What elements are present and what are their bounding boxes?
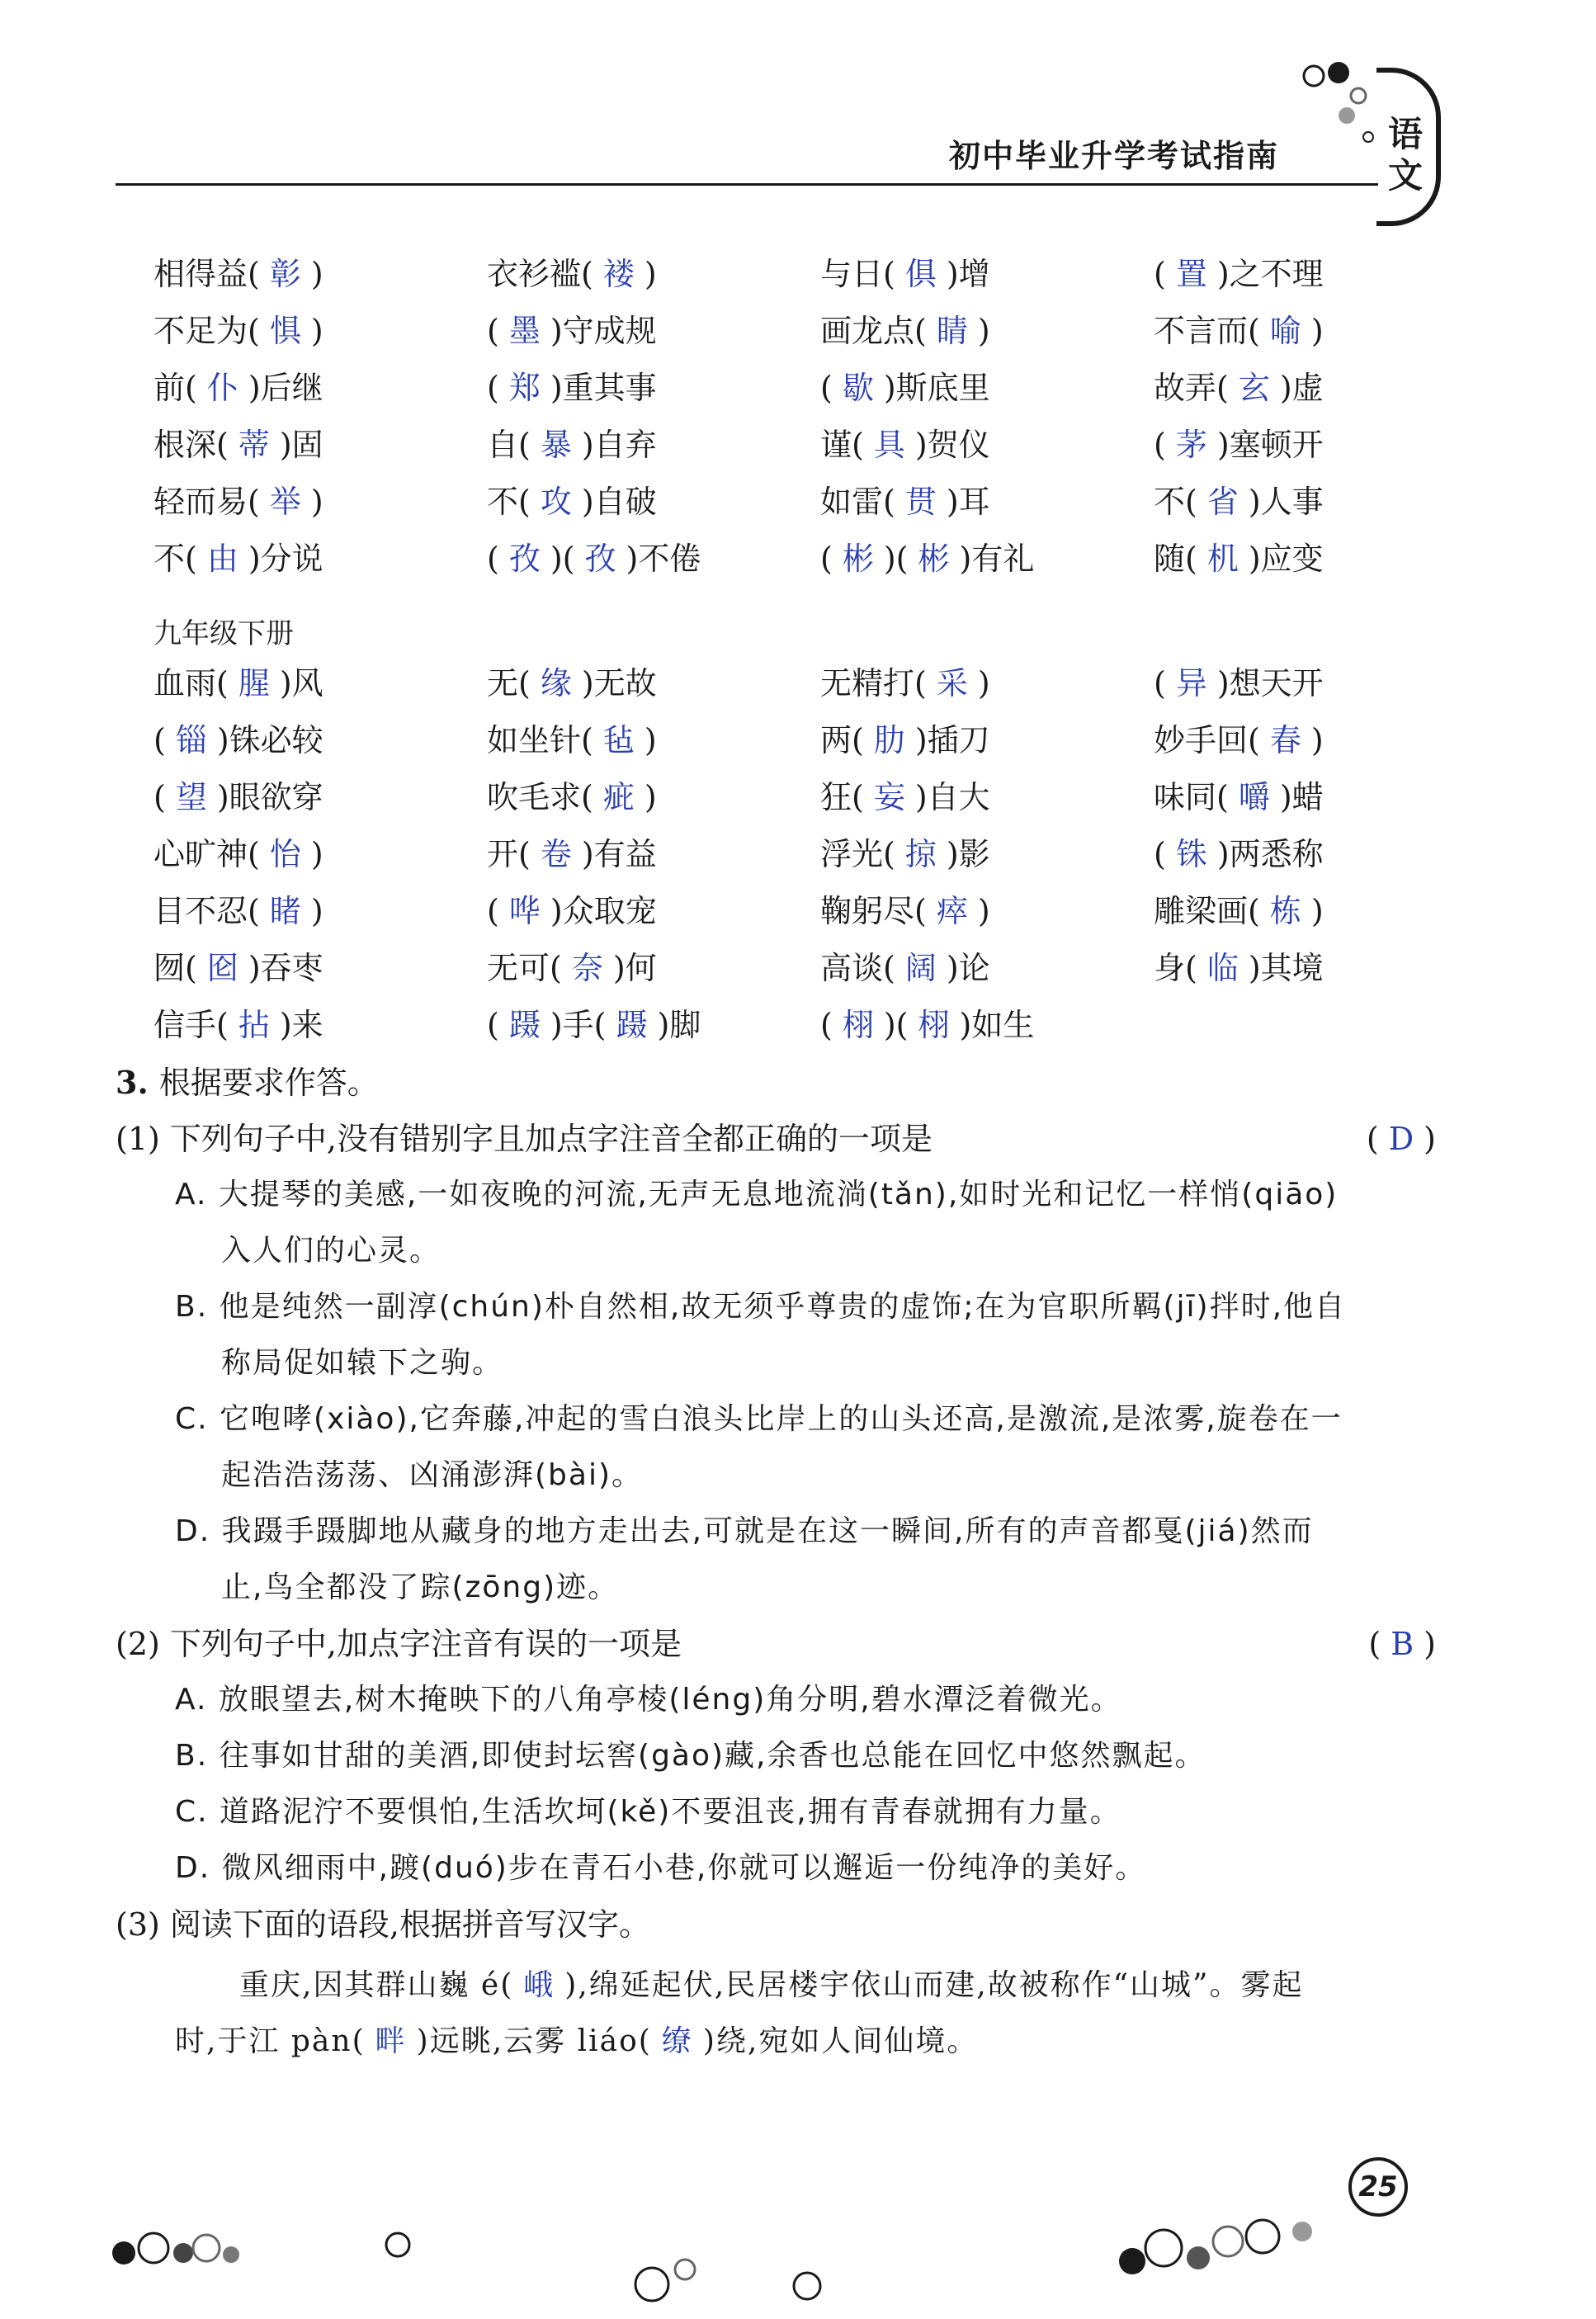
subject-char-bottom: 文 bbox=[1388, 155, 1424, 196]
idiom-text: 血雨( bbox=[153, 665, 229, 701]
idiom-text: )吞枣 bbox=[248, 950, 323, 986]
sub2-option-d: D. 微风细雨中,踱(duó)步在青石小巷,你就可以邂逅一份纯净的美好。 bbox=[175, 1851, 1147, 1885]
idiom-text: 如雷( bbox=[820, 484, 895, 520]
idiom-text: )自大 bbox=[914, 779, 990, 815]
sub1-answer: D bbox=[1388, 1121, 1414, 1157]
sub1-option-a-line2: 入人们的心灵。 bbox=[221, 1234, 441, 1268]
idiom-text: ( bbox=[820, 1007, 833, 1043]
idiom-text: 囫( bbox=[153, 950, 197, 986]
idiom-answer: 仆 bbox=[206, 370, 238, 406]
idiom-row bbox=[153, 769, 1474, 826]
sub1-prompt bbox=[116, 1111, 1436, 1167]
sub1-option-c-line2: 起浩浩荡荡、凶涌澎湃(bài)。 bbox=[221, 1458, 644, 1492]
idiom-cell bbox=[153, 246, 323, 303]
idiom-text: 不( bbox=[153, 541, 197, 577]
idiom-row bbox=[153, 712, 1474, 769]
idiom-text: ( bbox=[487, 893, 499, 929]
idiom-answer: 郑 bbox=[508, 370, 541, 406]
sub1-option-d-line1: D. 我蹑手蹑脚地从藏身的地方走出去,可就是在这一瞬间,所有的声音都戛(jiá)然而 bbox=[175, 1514, 1314, 1548]
idiom-text: ( bbox=[1154, 665, 1166, 701]
idiom-cell bbox=[487, 474, 657, 531]
idiom-row bbox=[153, 246, 1474, 303]
idiom-text: )论 bbox=[946, 950, 990, 986]
idiom-answer: 奈 bbox=[571, 950, 603, 986]
idiom-cell bbox=[1154, 826, 1324, 883]
idiom-text: )其境 bbox=[1248, 950, 1324, 986]
idiom-text: )自弃 bbox=[581, 427, 657, 463]
idiom-text: 浮光( bbox=[820, 836, 895, 872]
book-title: 初中毕业升学考试指南 bbox=[949, 137, 1280, 174]
idiom-text: ( bbox=[487, 541, 499, 577]
idiom-answer: 腥 bbox=[238, 665, 270, 701]
idiom-cell bbox=[153, 883, 323, 940]
idiom-text: ( bbox=[820, 370, 833, 406]
idiom-text: ) bbox=[977, 893, 990, 929]
sub1-option-a-line1: A. 大提琴的美感,一如夜晚的河流,无声无息地流淌(tǎn),如时光和记忆一样悄(qiāo) bbox=[175, 1178, 1339, 1211]
idiom-cell bbox=[153, 940, 323, 997]
sub2-answer-bracket: ( B ) bbox=[1368, 1626, 1436, 1662]
question-3-number: 3. bbox=[116, 1064, 149, 1101]
idiom-text: ( bbox=[1154, 427, 1166, 463]
idiom-cell bbox=[487, 246, 657, 303]
idiom-text: )( bbox=[883, 541, 909, 577]
idiom-text: ) bbox=[310, 313, 323, 349]
idiom-text: ) bbox=[1310, 893, 1324, 929]
idiom-answer: 栩 bbox=[918, 1007, 950, 1043]
question-3-text: 根据要求作答。 bbox=[158, 1065, 379, 1101]
idiom-text: )铢必较 bbox=[216, 722, 323, 758]
idiom-answer: 孜 bbox=[508, 541, 541, 577]
idiom-text: ) bbox=[1310, 313, 1324, 349]
sub3-line1-part-b: ),绵延起伏,民居楼宇依山而建,故被称作“山城”。雾起 bbox=[564, 1968, 1304, 2002]
idiom-text: 谨( bbox=[820, 427, 864, 463]
idiom-text: )蜡 bbox=[1279, 779, 1324, 815]
sub1-option-b-line2: 称局促如辕下之驹。 bbox=[221, 1346, 504, 1380]
subject-char-top: 语 bbox=[1388, 114, 1424, 154]
idiom-cell bbox=[487, 360, 657, 417]
sub3-line2-part-a: 时,于江 pàn( bbox=[175, 2024, 366, 2058]
idiom-text: ( bbox=[153, 779, 166, 815]
idiom-answer: 俱 bbox=[904, 256, 937, 292]
idiom-cell bbox=[820, 531, 1034, 588]
idiom-row bbox=[153, 826, 1474, 883]
idiom-text: )之不理 bbox=[1216, 256, 1324, 292]
idiom-text: ) bbox=[310, 484, 323, 520]
idiom-text: ) bbox=[310, 256, 323, 292]
idiom-text: 不言而( bbox=[1154, 313, 1260, 349]
idiom-cell bbox=[487, 712, 657, 769]
idiom-cell bbox=[820, 246, 990, 303]
idiom-cell bbox=[153, 360, 323, 417]
idiom-cell bbox=[487, 417, 657, 474]
idiom-text: )斯底里 bbox=[883, 370, 990, 406]
idiom-answer: 攻 bbox=[540, 484, 572, 520]
idiom-answer: 怡 bbox=[269, 836, 301, 872]
idiom-answer: 彬 bbox=[918, 541, 950, 577]
idiom-answer: 睹 bbox=[269, 893, 301, 929]
sub2-option-b: B. 往事如甘甜的美酒,即使封坛窖(gào)藏,余香也总能在回忆中悠然飘起。 bbox=[175, 1739, 1206, 1773]
sub3-passage-line1 bbox=[239, 1958, 1303, 2014]
idiom-text: 开( bbox=[487, 836, 531, 872]
idiom-cell bbox=[153, 997, 323, 1054]
idiom-text: 味同( bbox=[1154, 779, 1229, 815]
sub1-option-c-line1: C. 它咆哮(xiào),它奔藤,冲起的雪白浪头比岸上的山头还高,是激流,是浓雾,旋卷在一 bbox=[175, 1402, 1343, 1436]
idiom-answer: 毡 bbox=[602, 722, 635, 758]
idiom-row bbox=[153, 997, 1474, 1054]
sub1-option-d-line2: 止,鸟全都没了踪(zōng)迹。 bbox=[221, 1570, 620, 1604]
sub3-passage-line2 bbox=[175, 2014, 978, 2070]
idiom-answer: 蹑 bbox=[508, 1007, 541, 1043]
idiom-text: ( bbox=[487, 313, 499, 349]
idiom-text: 身( bbox=[1154, 950, 1197, 986]
idiom-answer: 锱 bbox=[175, 722, 207, 758]
idiom-text: ( bbox=[153, 722, 166, 758]
idiom-cell bbox=[1154, 417, 1324, 474]
idiom-cell bbox=[820, 655, 990, 712]
idiom-text: 两( bbox=[820, 722, 864, 758]
idiom-text: )( bbox=[550, 541, 575, 577]
idiom-text: 心旷神( bbox=[153, 836, 260, 872]
idiom-cell bbox=[487, 531, 701, 588]
idiom-text: )重其事 bbox=[550, 370, 657, 406]
idiom-answer: 肋 bbox=[873, 722, 905, 758]
idiom-text: )耳 bbox=[946, 484, 990, 520]
idiom-cell bbox=[820, 417, 990, 474]
idiom-cell bbox=[487, 997, 701, 1054]
idiom-text: ( bbox=[487, 1007, 499, 1043]
idiom-row bbox=[153, 360, 1474, 417]
sub3-line2-part-c: )绕,宛如人间仙境。 bbox=[702, 2024, 979, 2058]
idiom-text: ) bbox=[644, 779, 657, 815]
idiom-text: 衣衫褴( bbox=[487, 256, 593, 292]
idiom-answer: 暴 bbox=[540, 427, 572, 463]
idiom-answer: 蒂 bbox=[238, 427, 270, 463]
idiom-text: 狂( bbox=[820, 779, 864, 815]
idiom-answer: 阔 bbox=[904, 950, 937, 986]
idiom-text: )插刀 bbox=[914, 722, 990, 758]
sub2-option-a: A. 放眼望去,树木掩映下的八角亭棱(léng)角分明,碧水潭泛着微光。 bbox=[175, 1683, 1122, 1717]
idiom-answer: 褛 bbox=[602, 256, 635, 292]
idiom-answer: 嚼 bbox=[1238, 779, 1270, 815]
idiom-answer: 异 bbox=[1175, 665, 1207, 701]
idiom-cell bbox=[820, 769, 990, 826]
idiom-cell bbox=[487, 303, 657, 360]
idiom-text: )自破 bbox=[581, 484, 657, 520]
idiom-text: )脚 bbox=[657, 1007, 701, 1043]
idiom-cell bbox=[487, 940, 657, 997]
sub3-line1-part-a: 重庆,因其群山巍 é( bbox=[239, 1968, 514, 2002]
sub3-answer-2: 畔 bbox=[375, 2024, 407, 2058]
idiom-text: ) bbox=[644, 256, 657, 292]
idiom-text: 故弄( bbox=[1154, 370, 1229, 406]
idiom-cell bbox=[820, 997, 1034, 1054]
idiom-text: )手( bbox=[550, 1007, 607, 1043]
idiom-answer: 孜 bbox=[584, 541, 616, 577]
idiom-cell bbox=[153, 655, 323, 712]
sub2-answer: B bbox=[1391, 1626, 1414, 1662]
idiom-answer: 睛 bbox=[936, 313, 968, 349]
decorative-circles-top bbox=[1296, 58, 1386, 173]
idiom-text: )想天开 bbox=[1216, 665, 1324, 701]
idiom-cell bbox=[487, 883, 657, 940]
idiom-text: )有礼 bbox=[959, 541, 1035, 577]
idiom-cell bbox=[153, 769, 323, 826]
idiom-answer: 机 bbox=[1206, 541, 1239, 577]
idiom-text: )( bbox=[883, 1007, 909, 1043]
idiom-cell bbox=[820, 474, 990, 531]
idiom-answer: 望 bbox=[175, 779, 207, 815]
idiom-row bbox=[153, 303, 1474, 360]
idiom-answer: 瘁 bbox=[936, 893, 968, 929]
idiom-cell bbox=[487, 769, 657, 826]
idiom-text: ( bbox=[1154, 836, 1166, 872]
idiom-text: )应变 bbox=[1248, 541, 1324, 577]
idiom-cell bbox=[1154, 474, 1324, 531]
idiom-answer: 缘 bbox=[540, 665, 572, 701]
idiom-text: )如生 bbox=[959, 1007, 1035, 1043]
idiom-text: ) bbox=[977, 313, 990, 349]
idiom-cell bbox=[820, 303, 990, 360]
idiom-answer: 疵 bbox=[602, 779, 635, 815]
idiom-cell bbox=[1154, 360, 1324, 417]
idiom-text: 目不忍( bbox=[153, 893, 260, 929]
idiom-text: )后继 bbox=[248, 370, 323, 406]
idiom-cell bbox=[820, 360, 990, 417]
idiom-answer: 置 bbox=[1175, 256, 1207, 292]
idiom-cell bbox=[1154, 246, 1324, 303]
idiom-cell bbox=[820, 712, 990, 769]
section-label: 九年级下册 bbox=[153, 617, 294, 650]
idiom-text: ( bbox=[1154, 256, 1166, 292]
idiom-answer: 临 bbox=[1206, 950, 1239, 986]
idiom-cell bbox=[820, 826, 990, 883]
idiom-row bbox=[153, 940, 1474, 997]
idiom-cell bbox=[153, 531, 323, 588]
idiom-answer: 彰 bbox=[269, 256, 301, 292]
idiom-cell bbox=[1154, 883, 1324, 940]
idiom-answer: 彬 bbox=[842, 541, 874, 577]
idiom-text: 无精打( bbox=[820, 665, 927, 701]
idiom-text: 画龙点( bbox=[820, 313, 927, 349]
idiom-cell bbox=[1154, 303, 1324, 360]
idiom-row bbox=[153, 417, 1474, 474]
idiom-cell bbox=[820, 883, 990, 940]
idiom-answer: 惧 bbox=[269, 313, 301, 349]
idiom-text: )两悉称 bbox=[1216, 836, 1324, 872]
idiom-text: 相得益( bbox=[153, 256, 260, 292]
decorative-circles-bottom bbox=[91, 2162, 1428, 2302]
idiom-text: 无( bbox=[487, 665, 531, 701]
idiom-cell bbox=[1154, 655, 1324, 712]
idiom-text: 自( bbox=[487, 427, 531, 463]
idiom-cell bbox=[153, 826, 323, 883]
idiom-text: ) bbox=[644, 722, 657, 758]
idiom-text: 不( bbox=[487, 484, 531, 520]
idiom-row bbox=[153, 474, 1474, 531]
sub2-prompt bbox=[116, 1616, 1436, 1672]
idiom-text: ( bbox=[487, 370, 499, 406]
idiom-answer: 省 bbox=[1206, 484, 1239, 520]
idiom-text: 前( bbox=[153, 370, 197, 406]
idiom-text: )影 bbox=[946, 836, 990, 872]
idiom-answer: 喻 bbox=[1269, 313, 1301, 349]
idiom-text: )无故 bbox=[581, 665, 657, 701]
idiom-cell bbox=[820, 940, 990, 997]
page-number: 25 bbox=[1348, 2157, 1408, 2217]
idiom-answer: 拈 bbox=[238, 1007, 270, 1043]
question-3-title bbox=[116, 1055, 379, 1111]
sub3-prompt: (3) 阅读下面的语段,根据拼音写汉字。 bbox=[116, 1906, 650, 1943]
idiom-text: ) bbox=[310, 893, 323, 929]
idiom-text: 不足为( bbox=[153, 313, 260, 349]
idiom-text: 随( bbox=[1154, 541, 1197, 577]
sub2-prompt-text: (2) 下列句子中,加点字注音有误的一项是 bbox=[116, 1626, 682, 1662]
idiom-text: )人事 bbox=[1248, 484, 1324, 520]
idiom-text: )守成规 bbox=[550, 313, 657, 349]
idiom-cell bbox=[1154, 531, 1324, 588]
idiom-answer: 蹑 bbox=[616, 1007, 648, 1043]
idiom-answer: 举 bbox=[269, 484, 301, 520]
sub1-prompt-text: (1) 下列句子中,没有错别字且加点字注音全都正确的一项是 bbox=[116, 1121, 933, 1157]
idiom-cell bbox=[153, 474, 323, 531]
idiom-answer: 栩 bbox=[842, 1007, 874, 1043]
idiom-text: 轻而易( bbox=[153, 484, 260, 520]
idiom-grid-part1 bbox=[153, 246, 1474, 588]
idiom-text: )贺仪 bbox=[914, 427, 990, 463]
idiom-text: 妙手回( bbox=[1154, 722, 1260, 758]
idiom-grid-part2 bbox=[153, 655, 1474, 1054]
idiom-text: 吹毛求( bbox=[487, 779, 593, 815]
idiom-answer: 铢 bbox=[1175, 836, 1207, 872]
idiom-cell bbox=[1154, 712, 1324, 769]
sub1-answer-bracket: ( D ) bbox=[1366, 1121, 1436, 1157]
sub3-answer-3: 缭 bbox=[661, 2024, 693, 2058]
idiom-text: )增 bbox=[946, 256, 990, 292]
sub3-line2-part-b: )远眺,云雾 liáo( bbox=[416, 2024, 652, 2058]
idiom-answer: 具 bbox=[873, 427, 905, 463]
header-rule bbox=[116, 183, 1378, 186]
idiom-text: ) bbox=[310, 836, 323, 872]
idiom-row bbox=[153, 883, 1474, 940]
idiom-answer: 掠 bbox=[904, 836, 937, 872]
idiom-text: )来 bbox=[279, 1007, 323, 1043]
idiom-cell bbox=[153, 303, 323, 360]
idiom-row bbox=[153, 655, 1474, 712]
idiom-text: 根深( bbox=[153, 427, 229, 463]
idiom-cell bbox=[487, 655, 657, 712]
idiom-answer: 卷 bbox=[540, 836, 572, 872]
idiom-cell bbox=[1154, 769, 1324, 826]
idiom-text: 无可( bbox=[487, 950, 562, 986]
sub3-answer-1: 峨 bbox=[523, 1968, 555, 2002]
idiom-text: )众取宠 bbox=[550, 893, 657, 929]
idiom-answer: 墨 bbox=[508, 313, 541, 349]
idiom-answer: 歇 bbox=[842, 370, 874, 406]
idiom-answer: 哗 bbox=[508, 893, 541, 929]
idiom-answer: 妄 bbox=[873, 779, 905, 815]
idiom-answer: 贯 bbox=[904, 484, 937, 520]
idiom-text: )何 bbox=[612, 950, 657, 986]
sub2-option-c: C. 道路泥泞不要惧怕,生活坎坷(kě)不要沮丧,拥有青春就拥有力量。 bbox=[175, 1795, 1121, 1829]
idiom-text: 信手( bbox=[153, 1007, 229, 1043]
idiom-answer: 茅 bbox=[1175, 427, 1207, 463]
idiom-text: )不倦 bbox=[626, 541, 701, 577]
idiom-text: )有益 bbox=[581, 836, 657, 872]
idiom-answer: 采 bbox=[936, 665, 968, 701]
idiom-answer: 玄 bbox=[1238, 370, 1270, 406]
idiom-text: )虚 bbox=[1279, 370, 1324, 406]
idiom-text: 不( bbox=[1154, 484, 1197, 520]
idiom-text: )固 bbox=[279, 427, 323, 463]
idiom-text: )风 bbox=[279, 665, 323, 701]
idiom-text: ) bbox=[1310, 722, 1324, 758]
idiom-answer: 春 bbox=[1269, 722, 1301, 758]
idiom-text: )分说 bbox=[248, 541, 323, 577]
sub1-option-b-line1: B. 他是纯然一副淳(chún)朴自然相,故无须乎尊贵的虚饰;在为官职所羁(jī)拌时,他自 bbox=[175, 1290, 1347, 1324]
idiom-row bbox=[153, 531, 1474, 588]
idiom-cell bbox=[153, 712, 323, 769]
idiom-cell bbox=[153, 417, 323, 474]
idiom-cell bbox=[1154, 940, 1324, 997]
idiom-text: 如坐针( bbox=[487, 722, 593, 758]
idiom-text: 与日( bbox=[820, 256, 895, 292]
idiom-text: ( bbox=[820, 541, 833, 577]
idiom-cell bbox=[487, 826, 657, 883]
idiom-text: )塞顿开 bbox=[1216, 427, 1324, 463]
idiom-text: )眼欲穿 bbox=[216, 779, 323, 815]
idiom-answer: 栋 bbox=[1269, 893, 1301, 929]
idiom-answer: 囵 bbox=[206, 950, 238, 986]
idiom-text: 高谈( bbox=[820, 950, 895, 986]
idiom-text: 鞠躬尽( bbox=[820, 893, 927, 929]
idiom-answer: 由 bbox=[206, 541, 238, 577]
idiom-text: 雕梁画( bbox=[1154, 893, 1260, 929]
idiom-text: ) bbox=[977, 665, 990, 701]
